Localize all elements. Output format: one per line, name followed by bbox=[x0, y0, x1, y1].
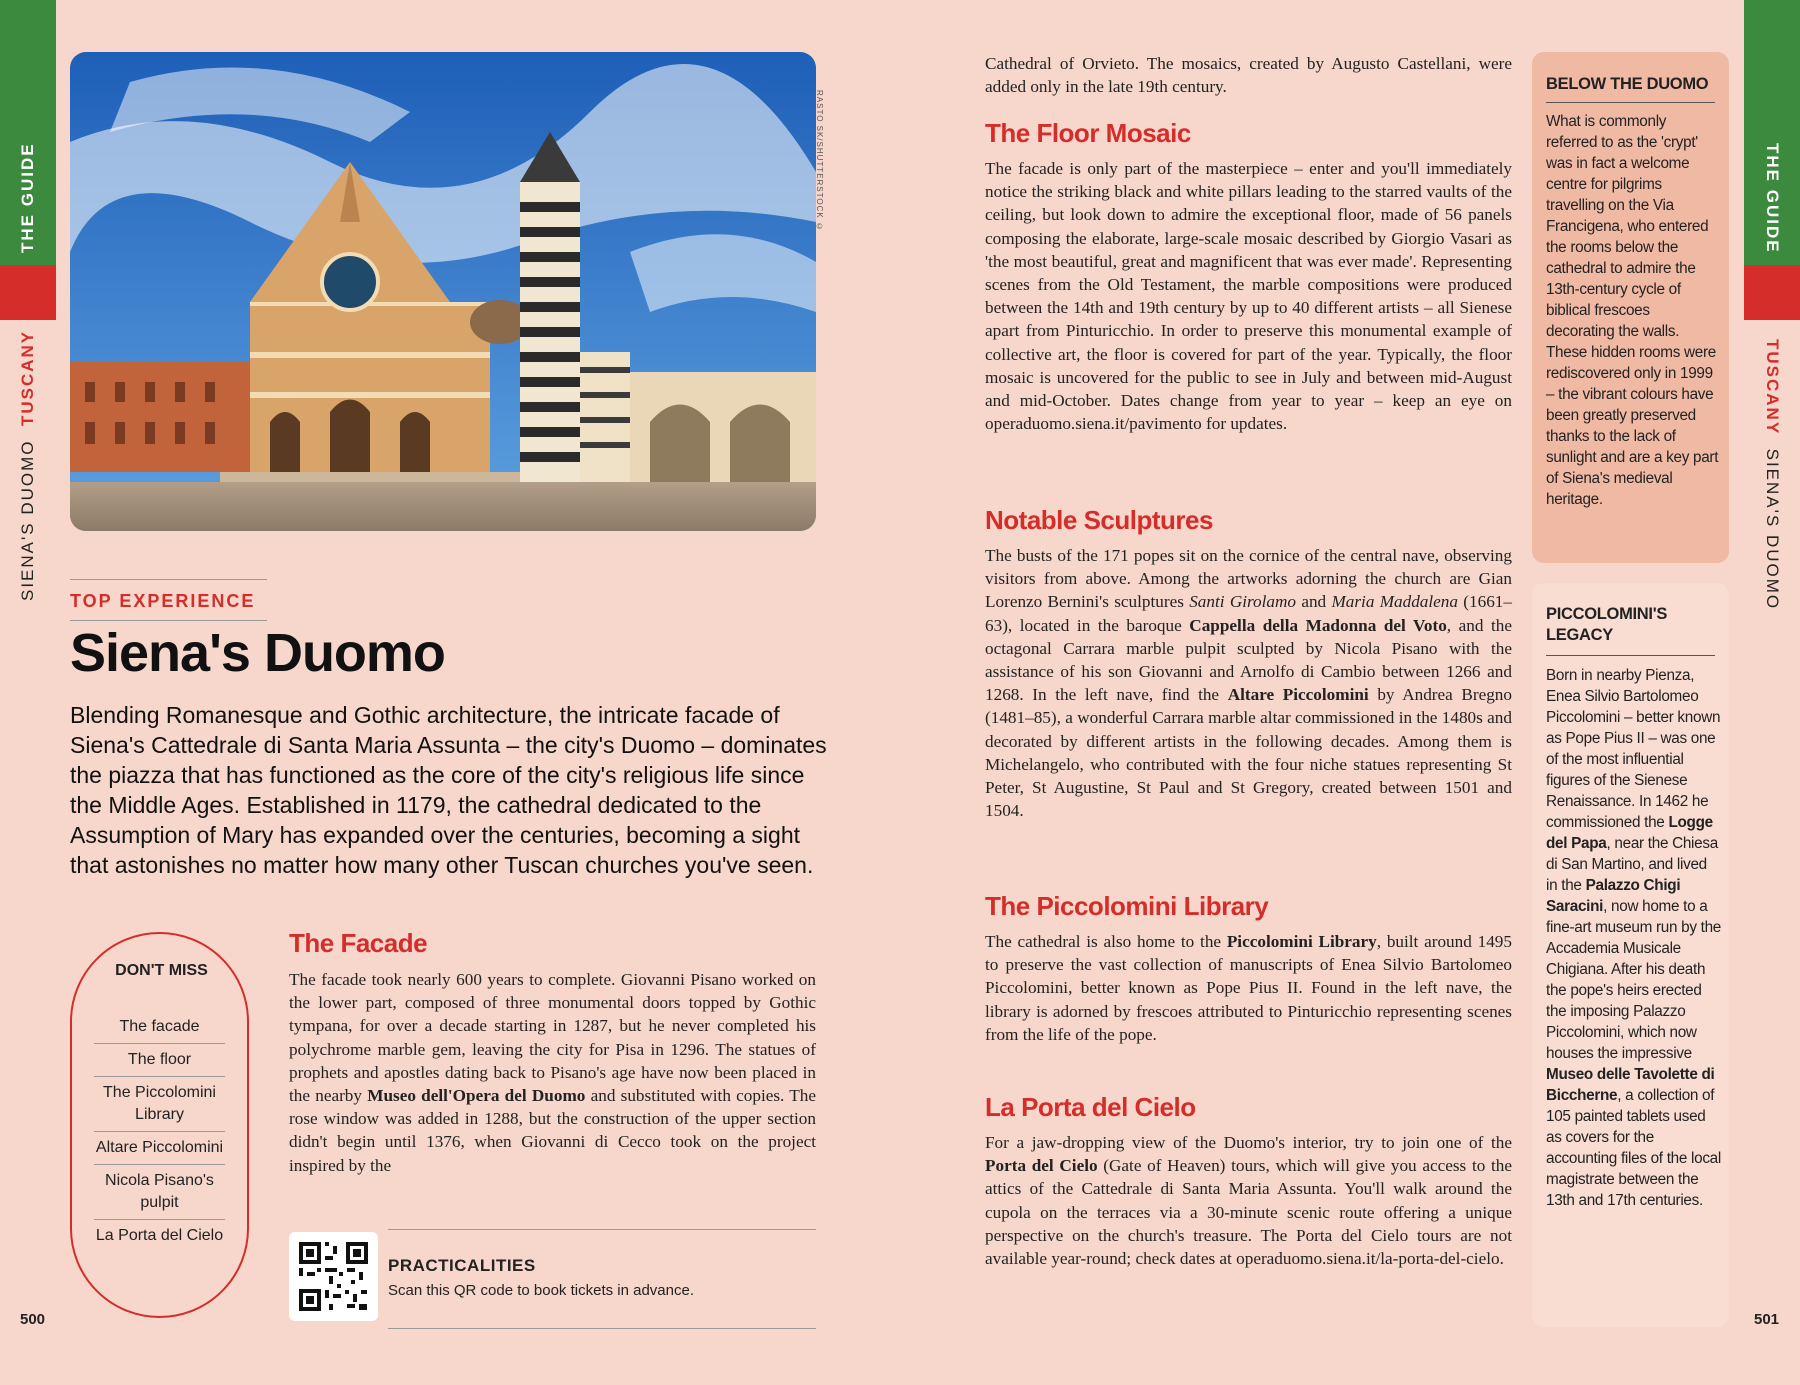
piccolomini-legacy-sidebar bbox=[1532, 583, 1729, 1327]
porta-heading: La Porta del Cielo bbox=[985, 1092, 1196, 1122]
kicker: TOP EXPERIENCE bbox=[70, 591, 256, 611]
practicalities-rule-top bbox=[388, 1229, 816, 1230]
porta-link: Porta del Cielo bbox=[985, 1156, 1098, 1176]
breadcrumb bbox=[18, 329, 38, 601]
region-tab-marker bbox=[0, 265, 56, 320]
library-link: Piccolomini Library bbox=[1226, 932, 1377, 951]
practicalities-title: PRACTICALITIES bbox=[388, 1256, 536, 1275]
continuation-text: Cathedral of Orvieto. The mosaics, created by Augusto Castellani, were added only in the late 19th century. bbox=[985, 54, 1512, 97]
region-tab-marker bbox=[1744, 265, 1800, 320]
practicalities-rule-bottom bbox=[388, 1328, 816, 1329]
kicker-rule-bottom bbox=[70, 620, 267, 621]
breadcrumb-place: SIENA'S DUOMO bbox=[18, 439, 37, 601]
below-duomo-sidebar bbox=[1532, 52, 1729, 563]
practicalities-text: Scan this QR code to book tickets in advance. bbox=[388, 1282, 694, 1299]
floor-mosaic-text: The facade is only part of the masterpiece – enter and you'll immediately notice the striking black and white pillars leading to the starred vaults of the ceiling, but look down to admire the exceptional floor, made of 56 panels composing the elaborate, large-scale mosaic described by Giorgio Vasari as 'the most beautiful, great and magnificent that was ever made'. Representing scenes from the Old Testament, the marble compositions were produced between the 14th and 19th century by up to 40 different artists – all Sienese apart from Pinturicchio. In order to preserve this monumental example of collective art, the floor is covered for part of the year. Typically, the floor mosaic is uncovered for the public to see in July and between mid-August and mid-October. Dates change from year to year – keep an eye on operaduomo.siena.it/pavimento for updates. bbox=[985, 159, 1512, 434]
cappella-link: Cappella della Madonna del Voto bbox=[1189, 615, 1447, 635]
qr-code[interactable] bbox=[289, 1232, 378, 1321]
dont-miss-list bbox=[94, 1011, 225, 1252]
breadcrumb-region: TUSCANY bbox=[1763, 339, 1782, 436]
dont-miss-item: Altare Piccolomini bbox=[94, 1132, 225, 1165]
breadcrumb bbox=[1762, 339, 1782, 611]
sculptures-text: The busts of the 171 popes sit on the cornice of the central nave, observing visitors from above. Among the artworks adorning the church are Gian Lorenzo Bernini's sculptures Santi Girolamo and Maria Maddalena (1661–63), located in the baroque Cappella della Madonna del Voto, and the octagonal Carrara marble pulpit sculpted by Nicola Pisano with the assistance of his son Giovanni and Arnolfo di Cambio between 1266 and 1268. In the left nave, find the Altare Piccolomini by Andrea Bregno (1481–85), a wonderful Carrara marble altar commissioned in the 1480s and decorated by different artists in the following decades. Among them is Michelangelo, who contributed with the four niche statues representing St Peter, St Augustine, St Paul and St Gregory, created between 1501 and 1504. bbox=[985, 546, 1512, 821]
sidebar-rule bbox=[1546, 102, 1715, 103]
kicker-rule-top bbox=[70, 579, 267, 580]
sidebar-title: PICCOLOMINI'S LEGACY bbox=[1546, 605, 1668, 644]
sidebar-rule bbox=[1546, 655, 1715, 656]
left-edge-tab bbox=[0, 0, 56, 1385]
floor-mosaic-heading: The Floor Mosaic bbox=[985, 118, 1191, 148]
dont-miss-item: The floor bbox=[94, 1044, 225, 1077]
page-title: Siena's Duomo bbox=[70, 623, 445, 683]
breadcrumb-region: TUSCANY bbox=[18, 329, 37, 427]
right-edge-tab bbox=[1744, 0, 1800, 1385]
page-number-left: 500 bbox=[20, 1311, 46, 1328]
photo-credit: RASTO SK/SHUTTERSTOCK © bbox=[815, 90, 824, 232]
guide-tab-label: THE GUIDE bbox=[18, 142, 37, 253]
dont-miss-box bbox=[70, 932, 249, 1318]
dont-miss-item: The facade bbox=[94, 1011, 225, 1044]
museo-opera-link: Museo dell'Opera del Duomo bbox=[367, 1086, 586, 1106]
dont-miss-title: DON'T MISS bbox=[115, 962, 208, 979]
sidebar-text: Born in nearby Pienza, Enea Silvio Bartolomeo Piccolomini – better known as Pope Pius II – was one of the most influential figures of the Sienese Renaissance. In 1462 he commissioned the Logge del Papa, near the Chiesa di San Martino, and lived in the Palazzo Chigi Saracini, now home to a fine-art museum run by the Accademia Musicale Chigiana. After his death the pope's heirs erected the imposing Palazzo Piccolomini, which now houses the impressive Museo delle Tavolette di Biccherne, a collection of 105 painted tablets used as covers for the accounting files of the local magistrate between the 13th and 17th centuries. bbox=[1546, 667, 1721, 1209]
breadcrumb-place: SIENA'S DUOMO bbox=[1763, 448, 1782, 611]
guide-tab-label: THE GUIDE bbox=[1763, 143, 1782, 254]
facade-text: The facade took nearly 600 years to complete. Giovanni Pisano worked on the lower part, composed of three monumental doors topped by Gothic tympana, for over a decade starting in 1287, but he never completed his polychrome marble gem, leaving the city for Pisa in 1296. The statues of prophets and apostles dating back to Pisano's age have now been placed in the nearby Museo dell'Opera del Duomo and substituted with copies. The rose window was added in 1288, but the construction of the upper section didn't begin until 1376, when Giovanni di Cecco took on the project inspired by the bbox=[289, 970, 816, 1175]
dont-miss-item: The Piccolomini Library bbox=[94, 1077, 225, 1132]
intro-paragraph: Blending Romanesque and Gothic architecture, the intricate facade of Siena's Cattedrale di Santa Maria Assunta – the city's Duomo – dominates the piazza that has functioned as the core of the city's religious life since the Middle Ages. Established in 1179, the cathedral dedicated to the Assumption of Mary has expanded over the centuries, becoming a sight that astonishes no matter how many other Tuscan churches you've seen. bbox=[70, 702, 827, 878]
page-number-right: 501 bbox=[1754, 1311, 1780, 1328]
facade-heading: The Facade bbox=[289, 928, 428, 958]
dont-miss-item: Nicola Pisano's pulpit bbox=[94, 1165, 225, 1220]
sculptures-heading: Notable Sculptures bbox=[985, 505, 1213, 535]
sidebar-text: What is commonly referred to as the 'crypt' was in fact a welcome centre for pilgrims travelling on the Via Francigena, who entered the rooms below the cathedral to admire the 13th-century cycle of biblical frescoes decorating the walls. These hidden rooms were rediscovered only in 1999 – the vibrant colours have been greatly preserved thanks to the lack of sunlight and are a key part of Siena's medieval heritage. bbox=[1546, 113, 1719, 508]
library-text: The cathedral is also home to the Piccolomini Library, built around 1495 to preserve the vast collection of manuscripts of Enea Silvio Bartolomeo Piccolomini, better known as Pope Pius II. Found in the left nave, the library is adorned by frescoes attributed to Pinturicchio representing scenes from the life of the pope. bbox=[985, 932, 1512, 1044]
duomo-photo bbox=[70, 52, 816, 531]
dont-miss-item: La Porta del Cielo bbox=[95, 1227, 224, 1244]
porta-text: For a jaw-dropping view of the Duomo's interior, try to join one of the Porta del Cielo (Gate of Heaven) tours, which will give you access to the attics of the Cattedrale di Santa Maria Assunta. You'll walk around the cupola on the terraces via a 30-minute scenic route offering a unique perspective on the church's treasure. The Porta del Cielo tours are not available year-round; check dates at operaduomo.siena.it/la-porta-del-cielo. bbox=[985, 1133, 1513, 1269]
sidebar-title: BELOW THE DUOMO bbox=[1546, 75, 1709, 93]
library-heading: The Piccolomini Library bbox=[985, 891, 1269, 921]
altare-link: Altare Piccolomini bbox=[1227, 685, 1369, 705]
